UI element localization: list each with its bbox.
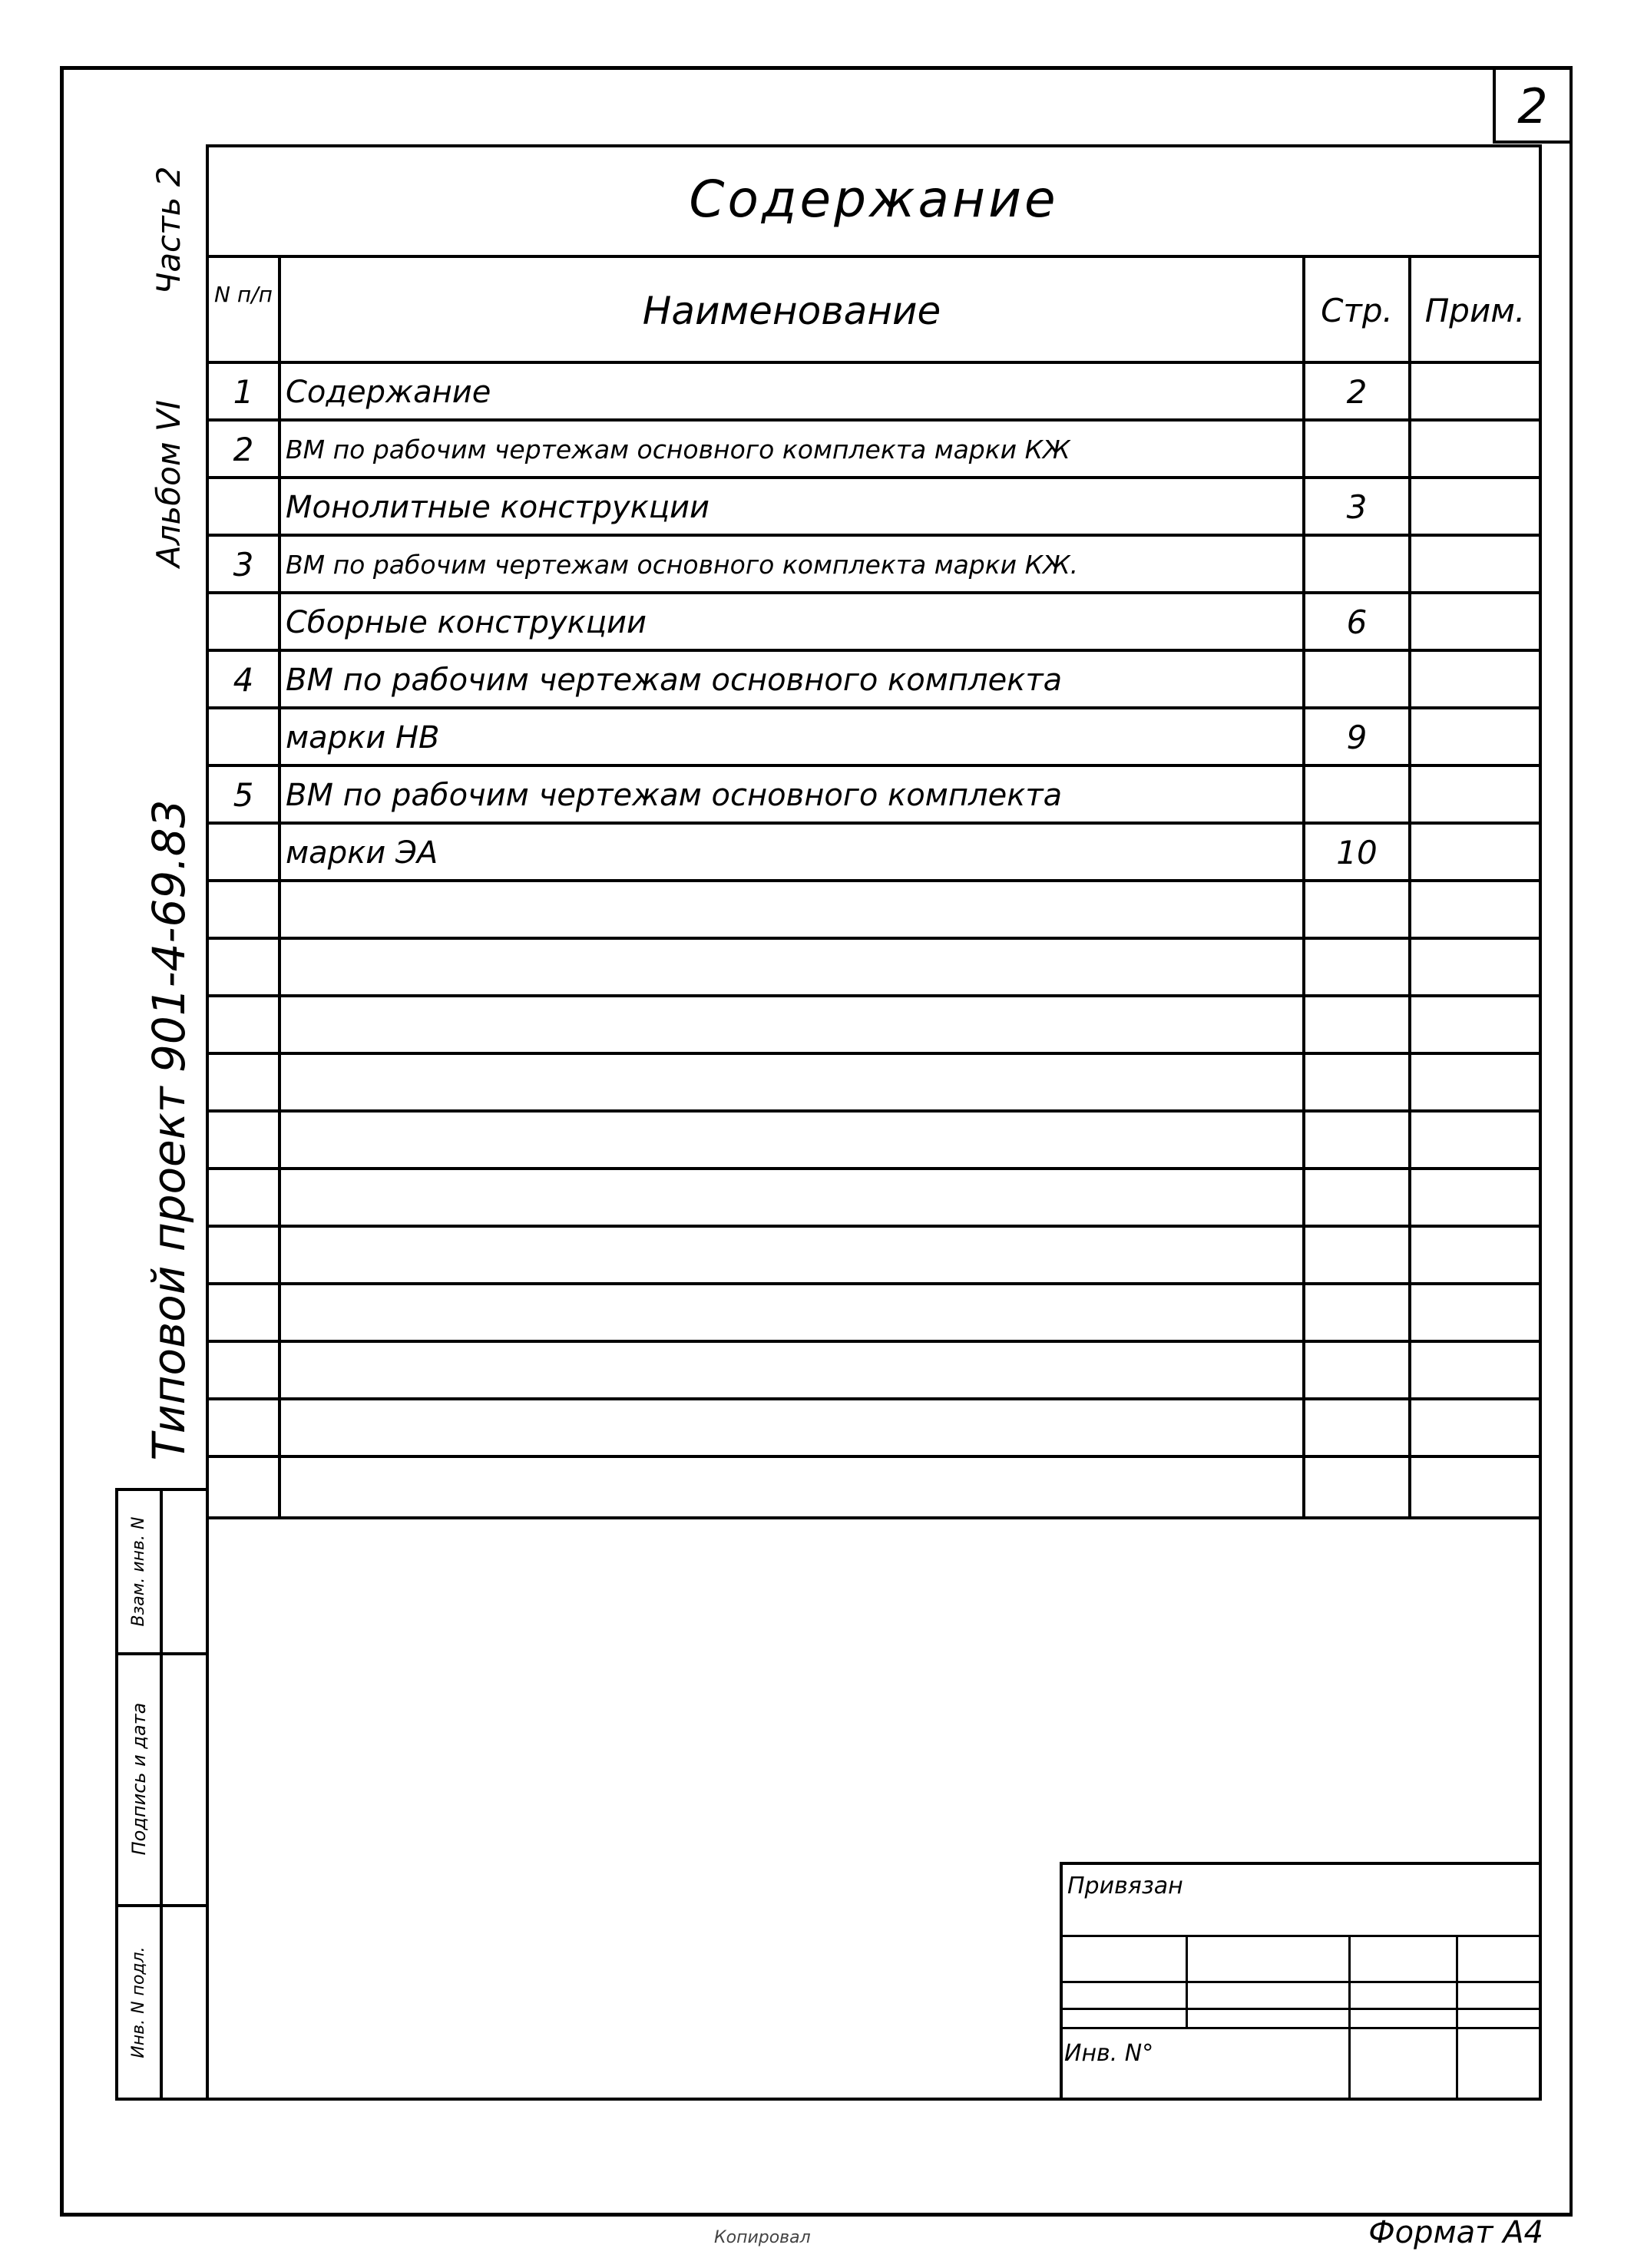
row-num xyxy=(209,828,278,878)
row-line xyxy=(206,937,1542,940)
row-num xyxy=(209,482,278,533)
row-num: 5 xyxy=(233,776,254,814)
row-line xyxy=(206,1282,1542,1285)
row-line xyxy=(206,1052,1542,1055)
side-label-project: Типовой проект 901-4-69.83 xyxy=(143,799,195,1461)
header-note: Прим. xyxy=(1424,292,1526,329)
col-line-num xyxy=(278,258,281,1519)
row-num: 3 xyxy=(233,546,254,584)
row-num: 1 xyxy=(233,373,254,411)
side-label-part: Часть 2 xyxy=(150,166,187,295)
row-name: марки ЭА xyxy=(286,835,438,871)
row-num xyxy=(209,597,278,648)
row-name: ВМ по рабочим чертежам основного комплекта марки КЖ. xyxy=(286,550,1079,580)
row-line xyxy=(206,1516,1542,1519)
stamp-div-2 xyxy=(115,1904,209,1907)
page-title: Содержание xyxy=(689,170,1059,229)
header-num: N п/п xyxy=(214,282,273,307)
row-line xyxy=(206,822,1542,825)
row-line xyxy=(206,1167,1542,1170)
row-name: ВМ по рабочим чертежам основного комплекта марки КЖ xyxy=(286,435,1070,465)
row-page: 3 xyxy=(1346,488,1368,526)
stamp-col-left xyxy=(115,1488,118,2101)
binding-top xyxy=(1060,1862,1542,1865)
row-name: марки НВ xyxy=(286,720,440,755)
inner-frame-top xyxy=(206,144,1542,147)
header-page: Стр. xyxy=(1321,292,1393,329)
row-num: 2 xyxy=(233,431,254,468)
binding-row-3 xyxy=(1060,2008,1542,2010)
row-line xyxy=(206,706,1542,709)
footer-format: Формат А4 xyxy=(1368,2215,1543,2250)
binding-col-3 xyxy=(1456,1935,1458,2101)
title-divider xyxy=(206,255,1542,258)
inner-frame-right xyxy=(1539,144,1542,2101)
row-line xyxy=(206,1455,1542,1458)
row-line xyxy=(206,476,1542,479)
stamp-div-1 xyxy=(115,1652,209,1655)
row-name: Монолитные конструкции xyxy=(286,490,710,525)
row-line xyxy=(206,1397,1542,1400)
binding-col-2 xyxy=(1348,1935,1351,2101)
row-page xyxy=(1305,770,1408,821)
stamp-replace-inv: Взам. инв. N xyxy=(129,1516,148,1627)
row-line xyxy=(206,418,1542,422)
row-page xyxy=(1305,425,1408,475)
footer-copied: Копировал xyxy=(714,2228,811,2247)
row-line xyxy=(206,1225,1542,1228)
row-page: 2 xyxy=(1346,373,1368,411)
binding-label: Привязан xyxy=(1067,1873,1183,1899)
header-name: Наименование xyxy=(642,289,941,333)
row-num xyxy=(209,712,278,763)
stamp-bottom xyxy=(115,2098,209,2101)
outer-frame-right xyxy=(1570,66,1573,2216)
row-line xyxy=(206,879,1542,882)
row-page: 9 xyxy=(1346,719,1368,756)
stamp-sign-date: Подпись и дата xyxy=(128,1702,150,1856)
binding-col-1 xyxy=(1186,1935,1188,2027)
row-name: ВМ по рабочим чертежам основного комплекта xyxy=(286,663,1063,698)
row-page: 10 xyxy=(1336,834,1378,871)
row-line xyxy=(206,1109,1542,1113)
outer-frame-left xyxy=(60,66,64,2216)
page-number: 2 xyxy=(1517,78,1548,134)
row-page xyxy=(1305,540,1408,590)
row-line xyxy=(206,649,1542,652)
binding-row-1 xyxy=(1060,1935,1542,1937)
row-num: 4 xyxy=(233,661,254,699)
row-name: Содержание xyxy=(286,375,491,410)
row-line xyxy=(206,994,1542,997)
outer-frame-top xyxy=(60,66,1573,70)
row-line xyxy=(206,764,1542,767)
binding-inv-label: Инв. N° xyxy=(1064,2040,1154,2067)
row-line xyxy=(206,361,1542,364)
row-line xyxy=(206,1340,1542,1343)
inner-frame-bottom xyxy=(206,2098,1542,2101)
row-line xyxy=(206,591,1542,594)
page-number-box-bottom xyxy=(1493,141,1573,144)
row-line xyxy=(206,534,1542,537)
row-name: ВМ по рабочим чертежам основного комплекта xyxy=(286,778,1063,813)
stamp-col-right xyxy=(160,1488,163,2101)
row-name: Сборные конструкции xyxy=(286,605,647,640)
col-line-note xyxy=(1408,258,1411,1519)
stamp-inv-orig: Инв. N подл. xyxy=(129,1946,148,2058)
binding-row-2 xyxy=(1060,1981,1542,1983)
side-label-album: Альбом VI xyxy=(150,399,187,568)
row-page xyxy=(1305,655,1408,706)
binding-row-4 xyxy=(1060,2027,1542,2029)
row-page: 6 xyxy=(1346,603,1368,641)
